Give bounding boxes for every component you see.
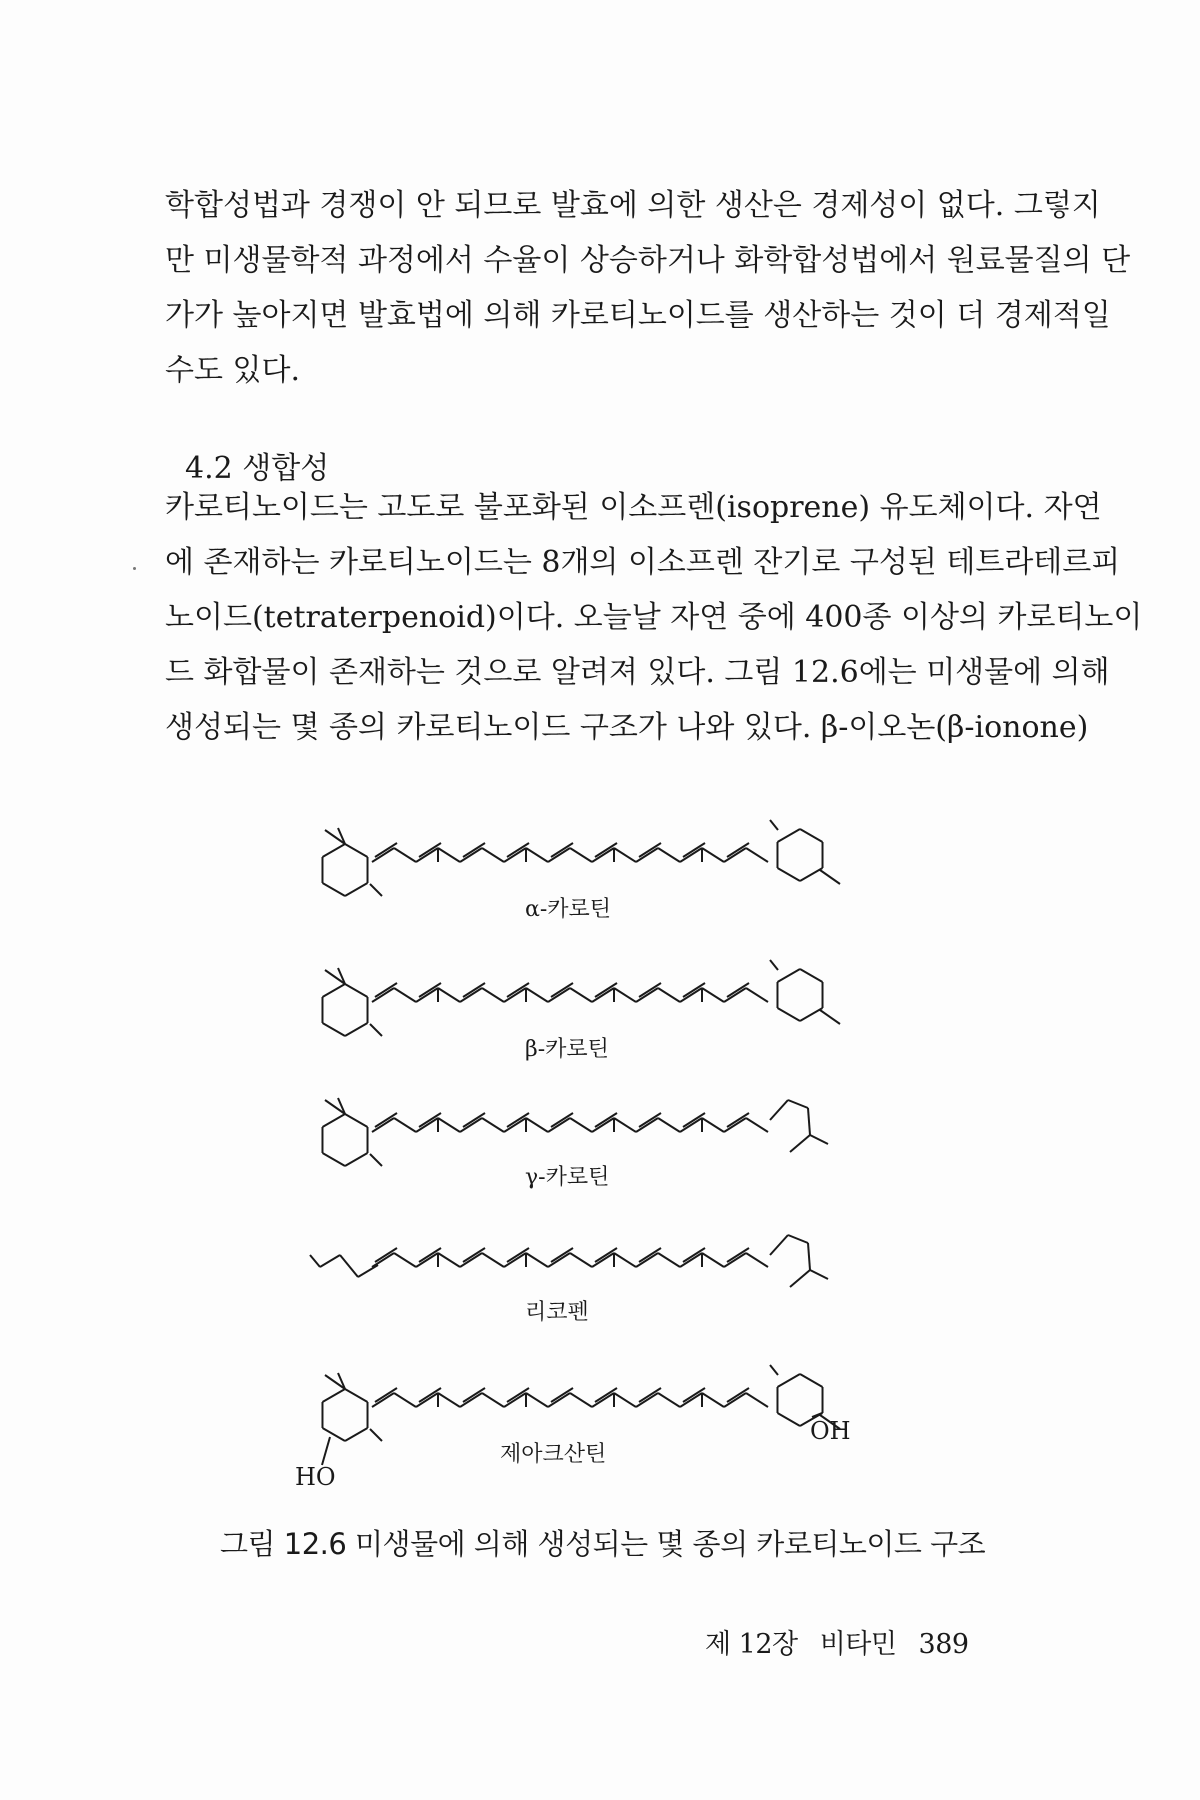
chain-bond <box>680 1253 702 1267</box>
chain-bond <box>526 1118 548 1132</box>
chain-bond <box>724 1118 746 1132</box>
ring-bond <box>800 969 823 982</box>
text-line: 만 미생물학적 과정에서 수율이 상승하거나 화학합성법에서 원료물질의 단 <box>165 243 1131 278</box>
double-bond <box>639 983 661 997</box>
chain-bond <box>702 1393 724 1407</box>
chain-bond <box>570 848 592 862</box>
chain-bond <box>526 1253 548 1267</box>
double-bond <box>727 1113 749 1127</box>
ring-bond <box>322 1114 345 1127</box>
double-bond <box>551 1248 573 1262</box>
chain-bond <box>460 848 482 862</box>
ring-bond <box>322 984 345 997</box>
chain-bond <box>724 988 746 1002</box>
double-bond <box>375 1388 397 1402</box>
methyl-bond <box>370 1429 382 1441</box>
chain-bond <box>372 1118 394 1132</box>
chain-bond <box>460 988 482 1002</box>
ring-bond <box>345 1114 368 1127</box>
chain-bond <box>504 848 526 862</box>
chain-bond <box>592 848 614 862</box>
double-bond <box>375 1113 397 1127</box>
chain-bond <box>526 848 548 862</box>
double-bond <box>551 1388 573 1402</box>
chain-bond <box>702 1253 724 1267</box>
chain-bond <box>702 848 724 862</box>
chain-bond <box>372 1253 394 1267</box>
chain-bond <box>746 848 768 862</box>
end-bond <box>808 1243 810 1270</box>
chain-bond <box>680 988 702 1002</box>
chain-bond <box>548 848 570 862</box>
chain-bond <box>504 1253 526 1267</box>
chain-bond <box>372 1393 394 1407</box>
hydroxyl-right-label: OH <box>810 1417 851 1445</box>
gem-dimethyl <box>820 870 840 884</box>
chain-bond <box>482 848 504 862</box>
ring-bond <box>345 1153 368 1166</box>
chain-bond <box>548 988 570 1002</box>
methyl-bond <box>770 1365 778 1375</box>
chain-bond <box>636 848 658 862</box>
end-bond <box>770 1100 788 1120</box>
methyl-bond <box>770 960 778 970</box>
paragraph-1 <box>165 178 1131 398</box>
chain-bond <box>636 1253 658 1267</box>
chain-bond <box>570 1253 592 1267</box>
chain-bond <box>636 988 658 1002</box>
text-line: 생성되는 몇 종의 카로티노이드 구조가 나와 있다. β-이오논(β-ionone) <box>165 710 1089 745</box>
page-footer <box>705 1622 983 1661</box>
chain-bond <box>394 848 416 862</box>
molecule-beta-carotene <box>300 950 860 1060</box>
chain-bond <box>746 1393 768 1407</box>
end-bond <box>808 1108 810 1135</box>
molecule-label: α-카로틴 <box>525 897 612 922</box>
chain-bond <box>416 1393 438 1407</box>
chain-bond <box>438 1118 460 1132</box>
chain-bond <box>482 1118 504 1132</box>
chain-bond <box>592 1118 614 1132</box>
chain-bond <box>416 848 438 862</box>
ring-bond <box>777 969 800 982</box>
chain-bond <box>746 1118 768 1132</box>
double-bond <box>727 1248 749 1262</box>
double-bond <box>727 843 749 857</box>
chain-bond <box>658 1118 680 1132</box>
double-bond <box>551 843 573 857</box>
hydroxyl-bond <box>322 1437 330 1465</box>
chain-bond <box>636 1118 658 1132</box>
molecule-lycopene <box>300 1215 860 1325</box>
ring-bond <box>322 1428 345 1441</box>
stray-mark <box>133 567 136 570</box>
chain-bond <box>504 1393 526 1407</box>
double-bond <box>639 1388 661 1402</box>
molecule-alpha-carotene <box>300 810 860 920</box>
ring-bond <box>345 1389 368 1402</box>
molecule-gamma-carotene <box>300 1080 860 1190</box>
chapter-title: 비타민 <box>819 1629 897 1660</box>
ring-bond <box>345 844 368 857</box>
double-bond <box>463 843 485 857</box>
chain-bond <box>702 988 724 1002</box>
ring-bond <box>345 1428 368 1441</box>
chain-bond <box>438 988 460 1002</box>
ring-bond <box>777 1008 800 1021</box>
zeaxanthin-structure <box>300 1355 860 1495</box>
chain-bond <box>504 1118 526 1132</box>
ring-bond <box>345 883 368 896</box>
double-bond <box>463 1113 485 1127</box>
end-bond <box>810 1270 828 1279</box>
chain-bond <box>724 1393 746 1407</box>
chain-bond <box>416 1253 438 1267</box>
chain-bond <box>394 1393 416 1407</box>
chain-bond <box>416 1118 438 1132</box>
molecule-label: β-카로틴 <box>525 1037 609 1062</box>
chain-bond <box>658 1393 680 1407</box>
chain-bond <box>416 988 438 1002</box>
double-bond <box>375 843 397 857</box>
double-bond <box>639 1113 661 1127</box>
molecule-zeaxanthin <box>295 1355 860 1495</box>
ring-bond <box>777 1374 800 1387</box>
end-bond <box>810 1135 828 1144</box>
chain-bond <box>614 1253 636 1267</box>
ring-bond <box>322 844 345 857</box>
double-bond <box>463 983 485 997</box>
chain-bond <box>636 1393 658 1407</box>
chain-bond <box>394 988 416 1002</box>
methyl-bond <box>370 1024 382 1036</box>
chapter-label: 제 12장 <box>705 1629 798 1660</box>
chain-bond <box>526 988 548 1002</box>
chain-bond <box>746 1253 768 1267</box>
paragraph-2 <box>165 480 1143 755</box>
end-bond <box>310 1255 320 1267</box>
chain-bond <box>592 988 614 1002</box>
chain-bond <box>372 848 394 862</box>
double-bond <box>375 1248 397 1262</box>
double-bond <box>463 1388 485 1402</box>
chain-bond <box>680 1393 702 1407</box>
double-bond <box>375 983 397 997</box>
text-line: 가가 높아지면 발효법에 의해 카로티노이드를 생산하는 것이 더 경제적일 <box>165 298 1111 333</box>
chain-bond <box>658 848 680 862</box>
end-bond <box>320 1255 340 1267</box>
text-line: 학합성법과 경쟁이 안 되므로 발효에 의한 생산은 경제성이 없다. 그렇지 <box>165 188 1101 223</box>
chain-bond <box>548 1118 570 1132</box>
chain-bond <box>570 988 592 1002</box>
end-bond <box>770 1235 788 1255</box>
methyl-bond <box>370 884 382 896</box>
molecule-label: 리코펜 <box>525 1300 589 1325</box>
ring-bond <box>777 1413 800 1426</box>
chain-bond <box>702 1118 724 1132</box>
ring-bond <box>345 1023 368 1036</box>
chain-bond <box>548 1393 570 1407</box>
ring-bond <box>345 984 368 997</box>
ring-bond <box>800 1008 823 1021</box>
end-bond <box>790 1135 810 1152</box>
chain-bond <box>460 1393 482 1407</box>
chain-bond <box>614 1118 636 1132</box>
chain-bond <box>680 1118 702 1132</box>
chain-bond <box>724 848 746 862</box>
figure-caption: 그림 12.6 미생물에 의해 생성되는 몇 종의 카로티노이드 구조 <box>220 1527 986 1561</box>
text-line: 수도 있다. <box>165 353 300 388</box>
gem-dimethyl <box>820 1010 840 1024</box>
chain-bond <box>504 988 526 1002</box>
methyl-bond <box>370 1154 382 1166</box>
chain-bond <box>724 1253 746 1267</box>
molecule-label: γ-카로틴 <box>525 1165 610 1190</box>
chain-bond <box>746 988 768 1002</box>
page-number: 389 <box>918 1629 969 1660</box>
chain-bond <box>482 1253 504 1267</box>
hydroxyl-left-label: HO <box>295 1463 336 1491</box>
chain-bond <box>438 1253 460 1267</box>
chain-bond <box>614 988 636 1002</box>
double-bond <box>551 1113 573 1127</box>
chain-bond <box>482 988 504 1002</box>
text-line: 드 화합물이 존재하는 것으로 알려져 있다. 그림 12.6에는 미생물에 의해 <box>165 655 1110 690</box>
end-bond <box>788 1100 808 1108</box>
ring-bond <box>800 1374 823 1387</box>
section-heading: 4.2 생합성 <box>185 451 330 486</box>
ring-bond <box>777 868 800 881</box>
chain-bond <box>592 1253 614 1267</box>
chain-bond <box>570 1393 592 1407</box>
ring-bond <box>322 883 345 896</box>
chain-bond <box>548 1253 570 1267</box>
chain-bond <box>614 848 636 862</box>
chain-bond <box>394 1118 416 1132</box>
text-line: 카로티노이드는 고도로 불포화된 이소프렌(isoprene) 유도체이다. 자연 <box>165 490 1102 525</box>
chain-bond <box>680 848 702 862</box>
chain-bond <box>570 1118 592 1132</box>
chain-bond <box>526 1393 548 1407</box>
ring-bond <box>322 1153 345 1166</box>
chain-bond <box>482 1393 504 1407</box>
double-bond <box>727 1388 749 1402</box>
double-bond <box>727 983 749 997</box>
ring-bond <box>322 1023 345 1036</box>
end-bond <box>340 1255 358 1277</box>
double-bond <box>639 843 661 857</box>
double-bond <box>551 983 573 997</box>
methyl-bond <box>770 820 778 830</box>
text-line: 에 존재하는 카로티노이드는 8개의 이소프렌 잔기로 구성된 테트라테르피 <box>165 545 1121 580</box>
chain-bond <box>372 988 394 1002</box>
chain-bond <box>658 1253 680 1267</box>
chain-bond <box>438 848 460 862</box>
molecule-label: 제아크산틴 <box>500 1442 607 1467</box>
ring-bond <box>322 1389 345 1402</box>
chain-bond <box>394 1253 416 1267</box>
end-bond <box>358 1265 378 1277</box>
double-bond <box>463 1248 485 1262</box>
end-bond <box>790 1270 810 1287</box>
chain-bond <box>460 1253 482 1267</box>
chain-bond <box>460 1118 482 1132</box>
text-line: 노이드(tetraterpenoid)이다. 오늘날 자연 중에 400종 이상의 카로티노이 <box>165 600 1143 635</box>
ring-bond <box>800 868 823 881</box>
chain-bond <box>592 1393 614 1407</box>
double-bond <box>639 1248 661 1262</box>
ring-bond <box>800 829 823 842</box>
end-bond <box>788 1235 808 1243</box>
chain-bond <box>438 1393 460 1407</box>
chain-bond <box>658 988 680 1002</box>
ring-bond <box>777 829 800 842</box>
chain-bond <box>614 1393 636 1407</box>
